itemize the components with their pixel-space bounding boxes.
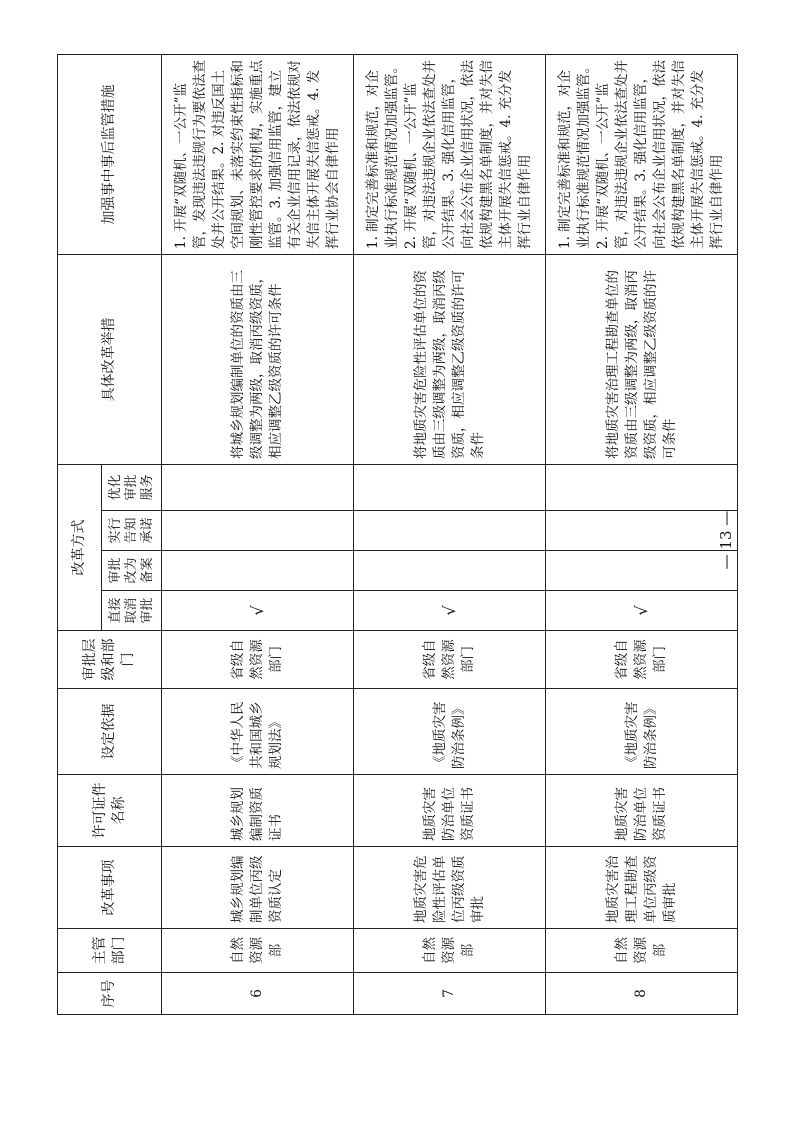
cell-cancel: √ — [546, 591, 738, 631]
cell-record — [162, 551, 354, 591]
cell-dept: 自然资源部 — [354, 929, 546, 973]
cell-supervision: 1. 制定完善标准和规范，对企业执行标准规范情况加强监管。2. 开展“双随机、一公开”监管，对违法违规企业依法查处并公开结果。3. 强化信用监管，向社会公布企业信用状况，依法依规构建黑名单制度，并对失信主体开展失信惩戒。4. 充分发挥行业自律作用 — [354, 55, 546, 255]
cell-notify — [162, 511, 354, 551]
col-header-record: 审批改为备案 — [102, 551, 162, 591]
cell-measure: 将地质灾害治理工程勘查单位的资质由三级调整为两级，取消丙级资质，相应调整乙级资质的许可条件 — [546, 255, 738, 465]
col-header-basis: 设定依据 — [58, 689, 162, 775]
col-header-item: 改革事项 — [58, 847, 162, 929]
cell-item: 城乡规划编制单位丙级资质认定 — [162, 847, 354, 929]
col-header-optimize: 优化审批服务 — [102, 465, 162, 511]
cell-level: 省级自然资源部门 — [546, 631, 738, 689]
col-header-license: 许可证件名称 — [58, 775, 162, 847]
col-header-method: 改革方式 — [58, 465, 102, 631]
rotated-table-container — [57, 55, 737, 1015]
cell-optimize — [354, 465, 546, 511]
cell-no: 7 — [354, 973, 546, 1015]
col-header-measure: 具体改革举措 — [58, 255, 162, 465]
cell-level: 省级自然资源部门 — [162, 631, 354, 689]
col-header-dept: 主管部门 — [58, 929, 162, 973]
cell-basis: 《中华人民共和国城乡规划法》 — [162, 689, 354, 775]
table-row — [354, 55, 546, 1015]
cell-supervision: 1. 开展“双随机、一公开”监管，发现违法违规行为要依法查处并公开结果。2. 对违反国土空间规划、未落实约束性指标和刚性管控要求的机构，实施重点监管。3. 加强信用监管，建立有关企业信用记录，依法依规对失信主体开展失信惩戒。4. 发挥行业协会自律作用 — [162, 55, 354, 255]
cell-supervision: 1. 制定完善标准和规范，对企业执行标准规范情况加强监管。2. 开展“双随机、一公开”监管，对违法违规企业依法查处并公开结果。3. 强化信用监管，向社会公布企业信用状况，依法依规构建黑名单制度，并对失信主体开展失信惩戒。4. 充分发挥行业自律作用 — [546, 55, 738, 255]
col-header-cancel: 直接取消审批 — [102, 591, 162, 631]
cell-license: 城乡规划编制资质证书 — [162, 775, 354, 847]
table-row — [546, 55, 738, 1015]
cell-optimize — [546, 465, 738, 511]
cell-basis: 《地质灾害防治条例》 — [546, 689, 738, 775]
page-number: — 13 — — [717, 510, 735, 570]
cell-record — [546, 551, 738, 591]
cell-notify — [354, 511, 546, 551]
reform-table — [57, 54, 738, 1015]
cell-measure: 将地质灾害危险性评估单位的资质由三级调整为两级，取消丙级资质，相应调整乙级资质的许可条件 — [354, 255, 546, 465]
cell-item: 地质灾害治理工程勘查单位丙级资质审批 — [546, 847, 738, 929]
cell-cancel: √ — [162, 591, 354, 631]
cell-measure: 将城乡规划编制单位的资质由三级调整为两级，取消丙级资质，相应调整乙级资质的许可条件 — [162, 255, 354, 465]
cell-item: 地质灾害危险性评估单位丙级资质审批 — [354, 847, 546, 929]
cell-basis: 《地质灾害防治条例》 — [354, 689, 546, 775]
cell-optimize — [162, 465, 354, 511]
col-header-no: 序号 — [58, 973, 162, 1015]
cell-license: 地质灾害防治单位资质证书 — [546, 775, 738, 847]
col-header-supervision: 加强事中事后监管措施 — [58, 55, 162, 255]
cell-level: 省级自然资源部门 — [354, 631, 546, 689]
cell-record — [354, 551, 546, 591]
col-header-level: 审批层级和部门 — [58, 631, 162, 689]
table-row — [162, 55, 354, 1015]
cell-dept: 自然资源部 — [546, 929, 738, 973]
col-header-notify: 实行告知承诺 — [102, 511, 162, 551]
cell-dept: 自然资源部 — [162, 929, 354, 973]
cell-notify — [546, 511, 738, 551]
cell-cancel: √ — [354, 591, 546, 631]
header-row — [58, 55, 102, 1015]
cell-no: 8 — [546, 973, 738, 1015]
cell-license: 地质灾害防治单位资质证书 — [354, 775, 546, 847]
cell-no: 6 — [162, 973, 354, 1015]
